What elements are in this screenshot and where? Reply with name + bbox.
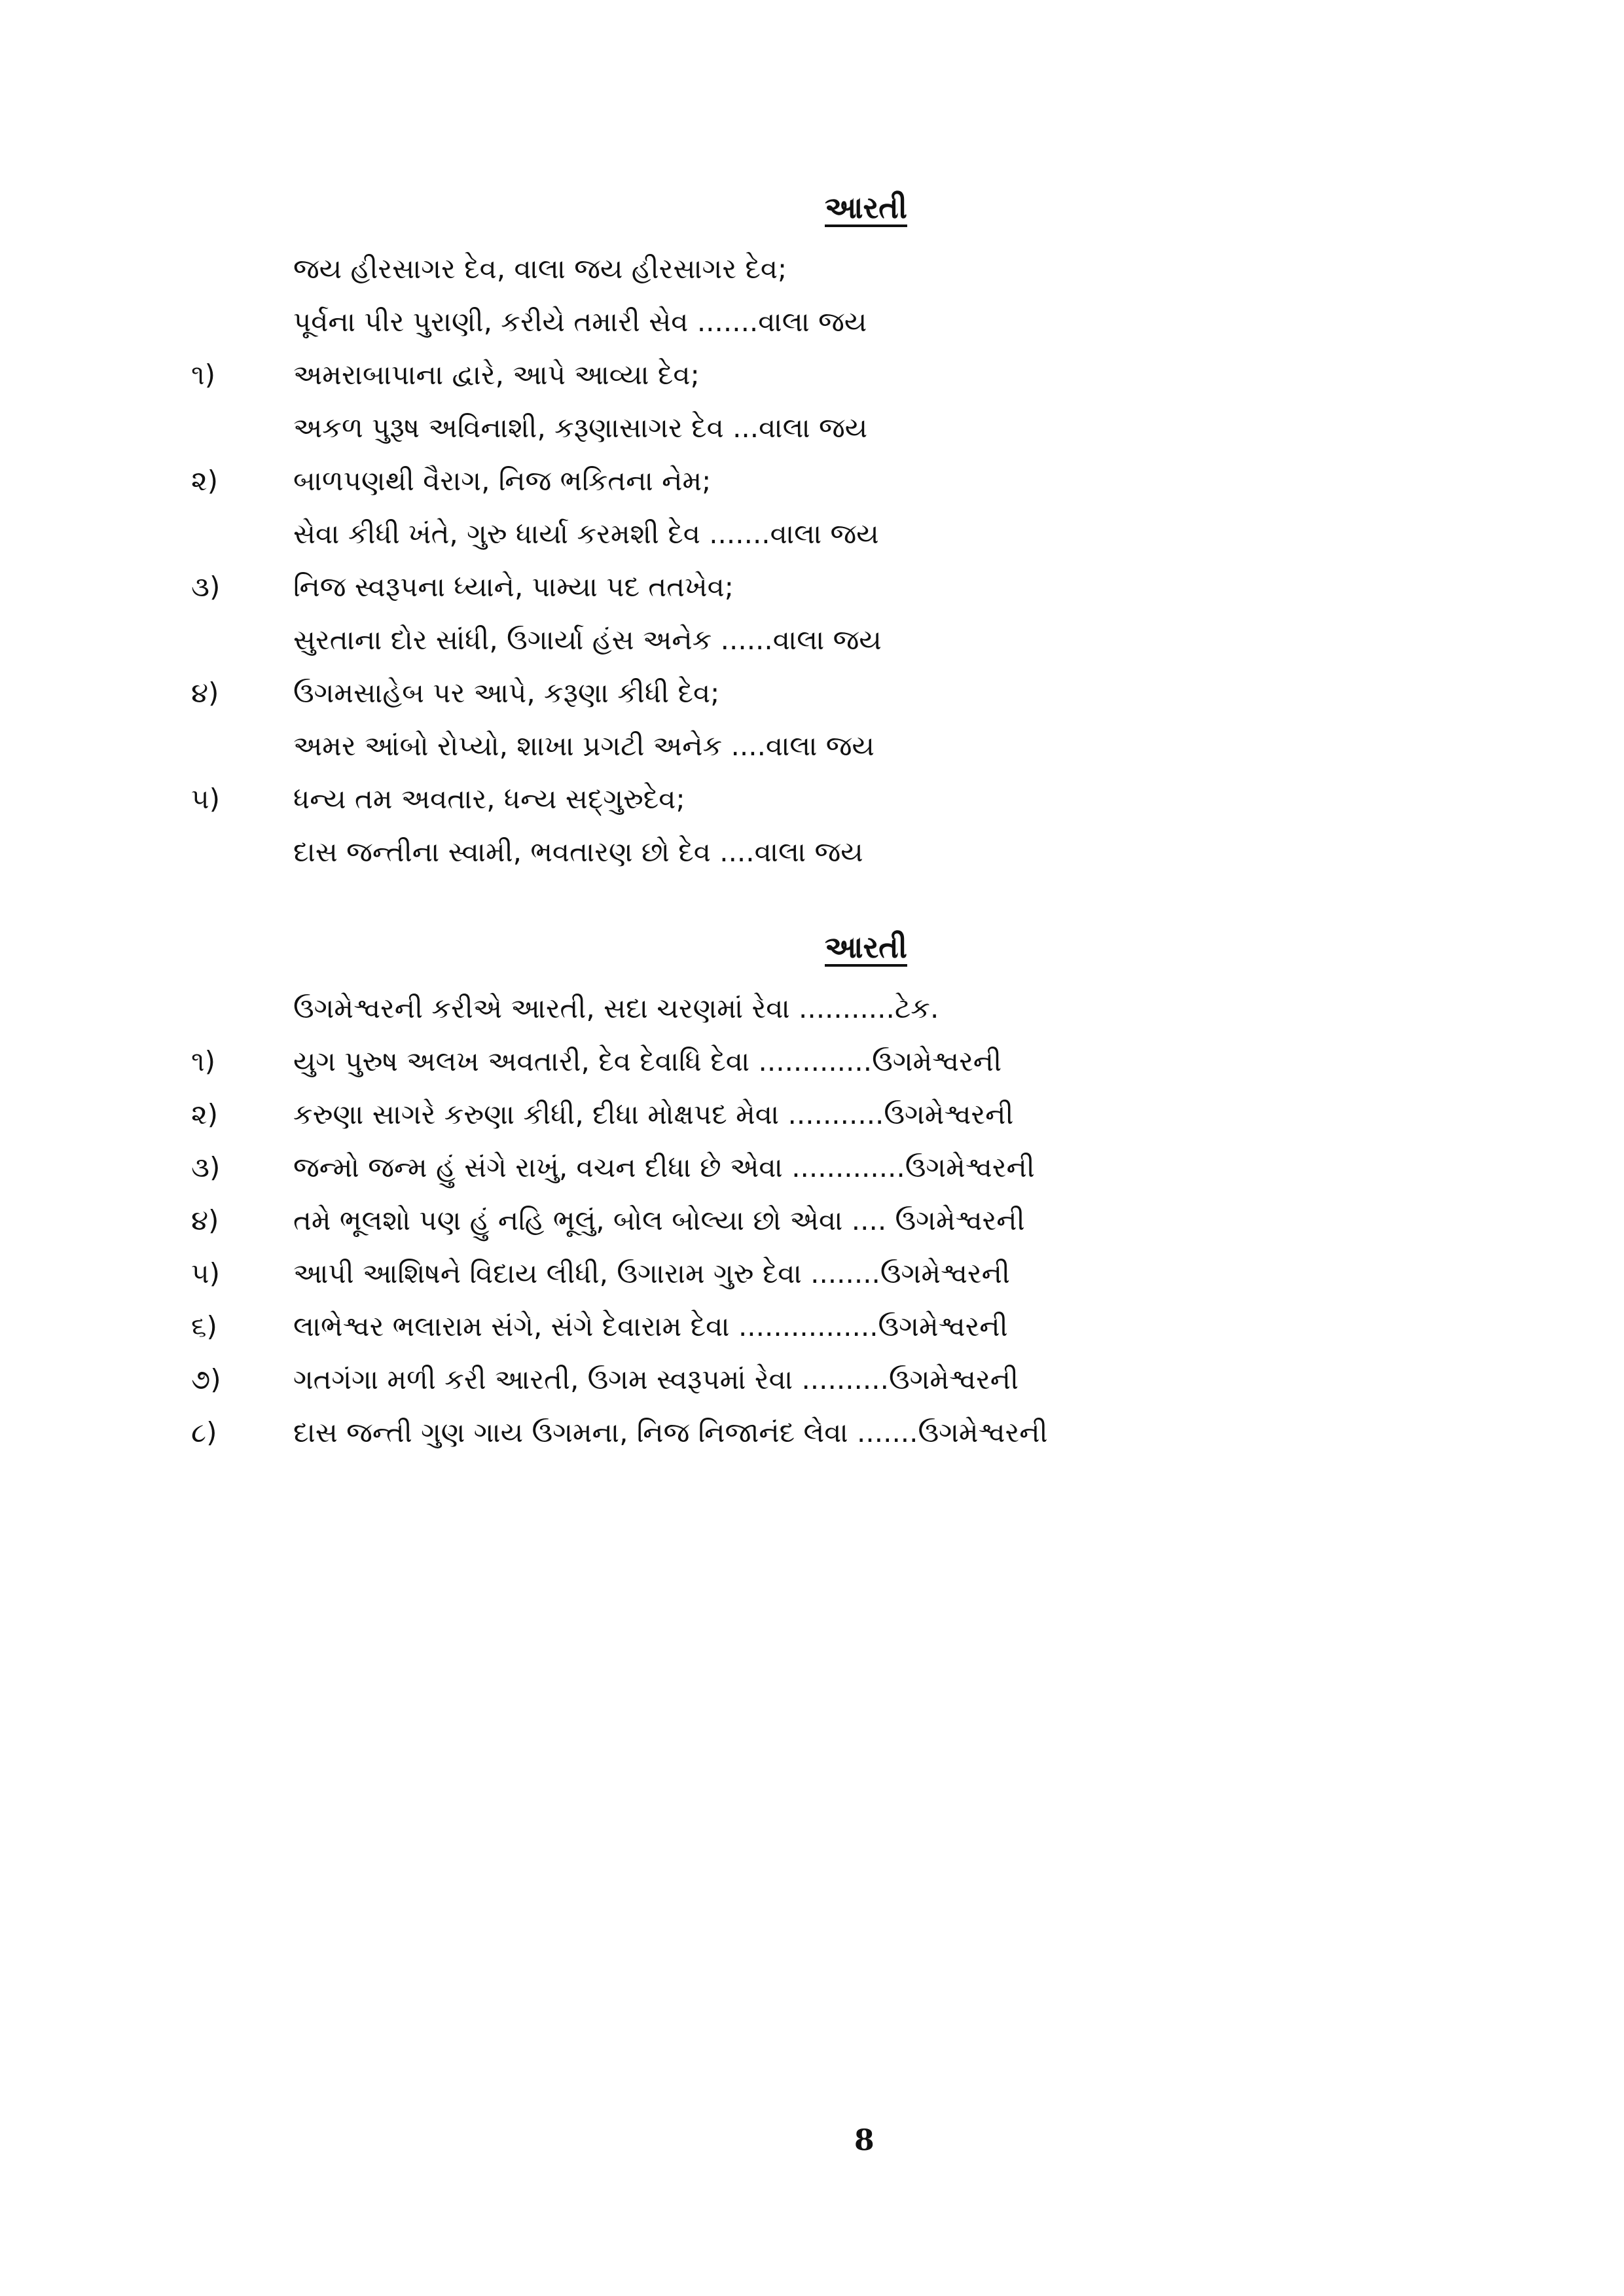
verse-number: ૧) xyxy=(191,359,215,391)
verse-number: ૨) xyxy=(191,1098,219,1130)
verse-line xyxy=(0,982,1624,1035)
verse-line xyxy=(0,1035,1624,1088)
verse-number: ૮) xyxy=(191,1416,217,1448)
verse-number: ૫) xyxy=(191,783,220,815)
verse-text: જન્મો જન્મ હું સંગે રાખું, વચન દીધા છે એવા .............ઉગમેશ્વરની xyxy=(293,1151,1035,1183)
verse-line xyxy=(0,666,1624,719)
verse-text: દાસ જન્તીના સ્વામી, ભવતારણ છો દેવ ....વાલા જય xyxy=(293,836,863,868)
verse-list xyxy=(0,982,1624,1459)
verse-number: ૭) xyxy=(191,1363,221,1395)
verse-text: આપી આશિષને વિદાય લીધી, ઉગારામ ગુરુ દેવા ........ઉગમેશ્વરની xyxy=(293,1257,1010,1289)
verse-line xyxy=(0,1141,1624,1194)
verse-text: જય હીરસાગર દેવ, વાલા જય હીરસાગર દેવ; xyxy=(293,253,787,285)
verse-number: ૨) xyxy=(191,465,219,497)
verse-number: ૬) xyxy=(191,1310,217,1342)
verse-text: તમે ભૂલશો પણ હું નહિ ભૂલું, બોલ બોલ્યા છો એવા .... ઉગમેશ્વરની xyxy=(293,1204,1025,1236)
verse-line xyxy=(0,613,1624,666)
verse-line xyxy=(0,825,1624,878)
verse-text: સેવા કીધી ખંતે, ગુરુ ધાર્યા કરમશી દેવ .......વાલા જય xyxy=(293,518,879,550)
verse-text: નિજ સ્વરૂપના ધ્યાને, પામ્યા પદ તતખેવ; xyxy=(293,571,734,603)
page-number: 8 xyxy=(854,2124,875,2157)
verse-number: ૫) xyxy=(191,1257,220,1289)
verse-line xyxy=(0,295,1624,348)
verse-line xyxy=(0,1247,1624,1300)
verse-text: સુરતાના દોર સાંધી, ઉગાર્યા હંસ અનેક ......વાલા જય xyxy=(293,624,882,656)
verse-line xyxy=(0,1088,1624,1141)
verse-number: ૩) xyxy=(191,1151,221,1183)
verse-text: યુગ પુરુષ અલખ અવતારી, દેવ દેવાધિ દેવા .............ઉગમેશ્વરની xyxy=(293,1045,1002,1077)
verse-text: લાભેશ્વર ભલારામ સંગે, સંગે દેવારામ દેવા ................ઉગમેશ્વરની xyxy=(293,1310,1008,1342)
verse-text: ધન્ય તમ અવતાર, ધન્ય સદ્‌ગુરુદેવ; xyxy=(293,783,685,815)
verse-text: કરુણા સાગરે કરુણા કીધી, દીધા મોક્ષપદ મેવા ...........ઉગમેશ્વરની xyxy=(293,1098,1014,1130)
verse-line xyxy=(0,1353,1624,1406)
verse-number: ૩) xyxy=(191,571,221,603)
verse-text: અમર આંબો રોપ્યો, શાખા પ્રગટી અનેક ....વાલા જય xyxy=(293,730,875,762)
verse-text: ઉગમસાહેબ પર આપે, કરૂણા કીધી દેવ; xyxy=(293,677,720,709)
verse-text: અમરાબાપાના દ્વારે, આપે આવ્યા દેવ; xyxy=(293,359,700,391)
section-title: આરતી xyxy=(825,929,907,965)
verse-line xyxy=(0,772,1624,825)
verse-line xyxy=(0,507,1624,560)
verse-line xyxy=(0,348,1624,401)
verse-number: ૧) xyxy=(191,1045,215,1077)
verse-line xyxy=(0,560,1624,613)
verse-text: અકળ પુરૂષ અવિનાશી, કરૂણાસાગર દેવ ...વાલા જય xyxy=(293,412,868,444)
verse-line xyxy=(0,1300,1624,1353)
verse-line xyxy=(0,242,1624,295)
verse-text: દાસ જન્તી ગુણ ગાય ઉગમના, નિજ નિજાનંદ લેવા .......ઉગમેશ્વરની xyxy=(293,1416,1048,1448)
verse-line xyxy=(0,1194,1624,1247)
verse-text: ઉગમેશ્વરની કરીએ આરતી, સદા ચરણમાં રેવા ...........ટેક. xyxy=(293,992,939,1024)
verse-line xyxy=(0,719,1624,772)
verse-line xyxy=(0,454,1624,507)
verse-number: ૪) xyxy=(191,1204,219,1236)
verse-text: ગતગંગા મળી કરી આરતી, ઉગમ સ્વરૂપમાં રેવા ..........ઉગમેશ્વરની xyxy=(293,1363,1019,1395)
verse-text: પૂર્વના પીર પુરાણી, કરીયે તમારી સેવ .......વાલા જય xyxy=(293,306,867,338)
verse-text: બાળપણથી વૈરાગ, નિજ ભકિતના નેમ; xyxy=(293,465,712,497)
section-title: આરતી xyxy=(825,190,907,225)
verse-list xyxy=(0,242,1624,878)
verse-line xyxy=(0,1406,1624,1459)
verse-line xyxy=(0,401,1624,454)
verse-number: ૪) xyxy=(191,677,219,709)
